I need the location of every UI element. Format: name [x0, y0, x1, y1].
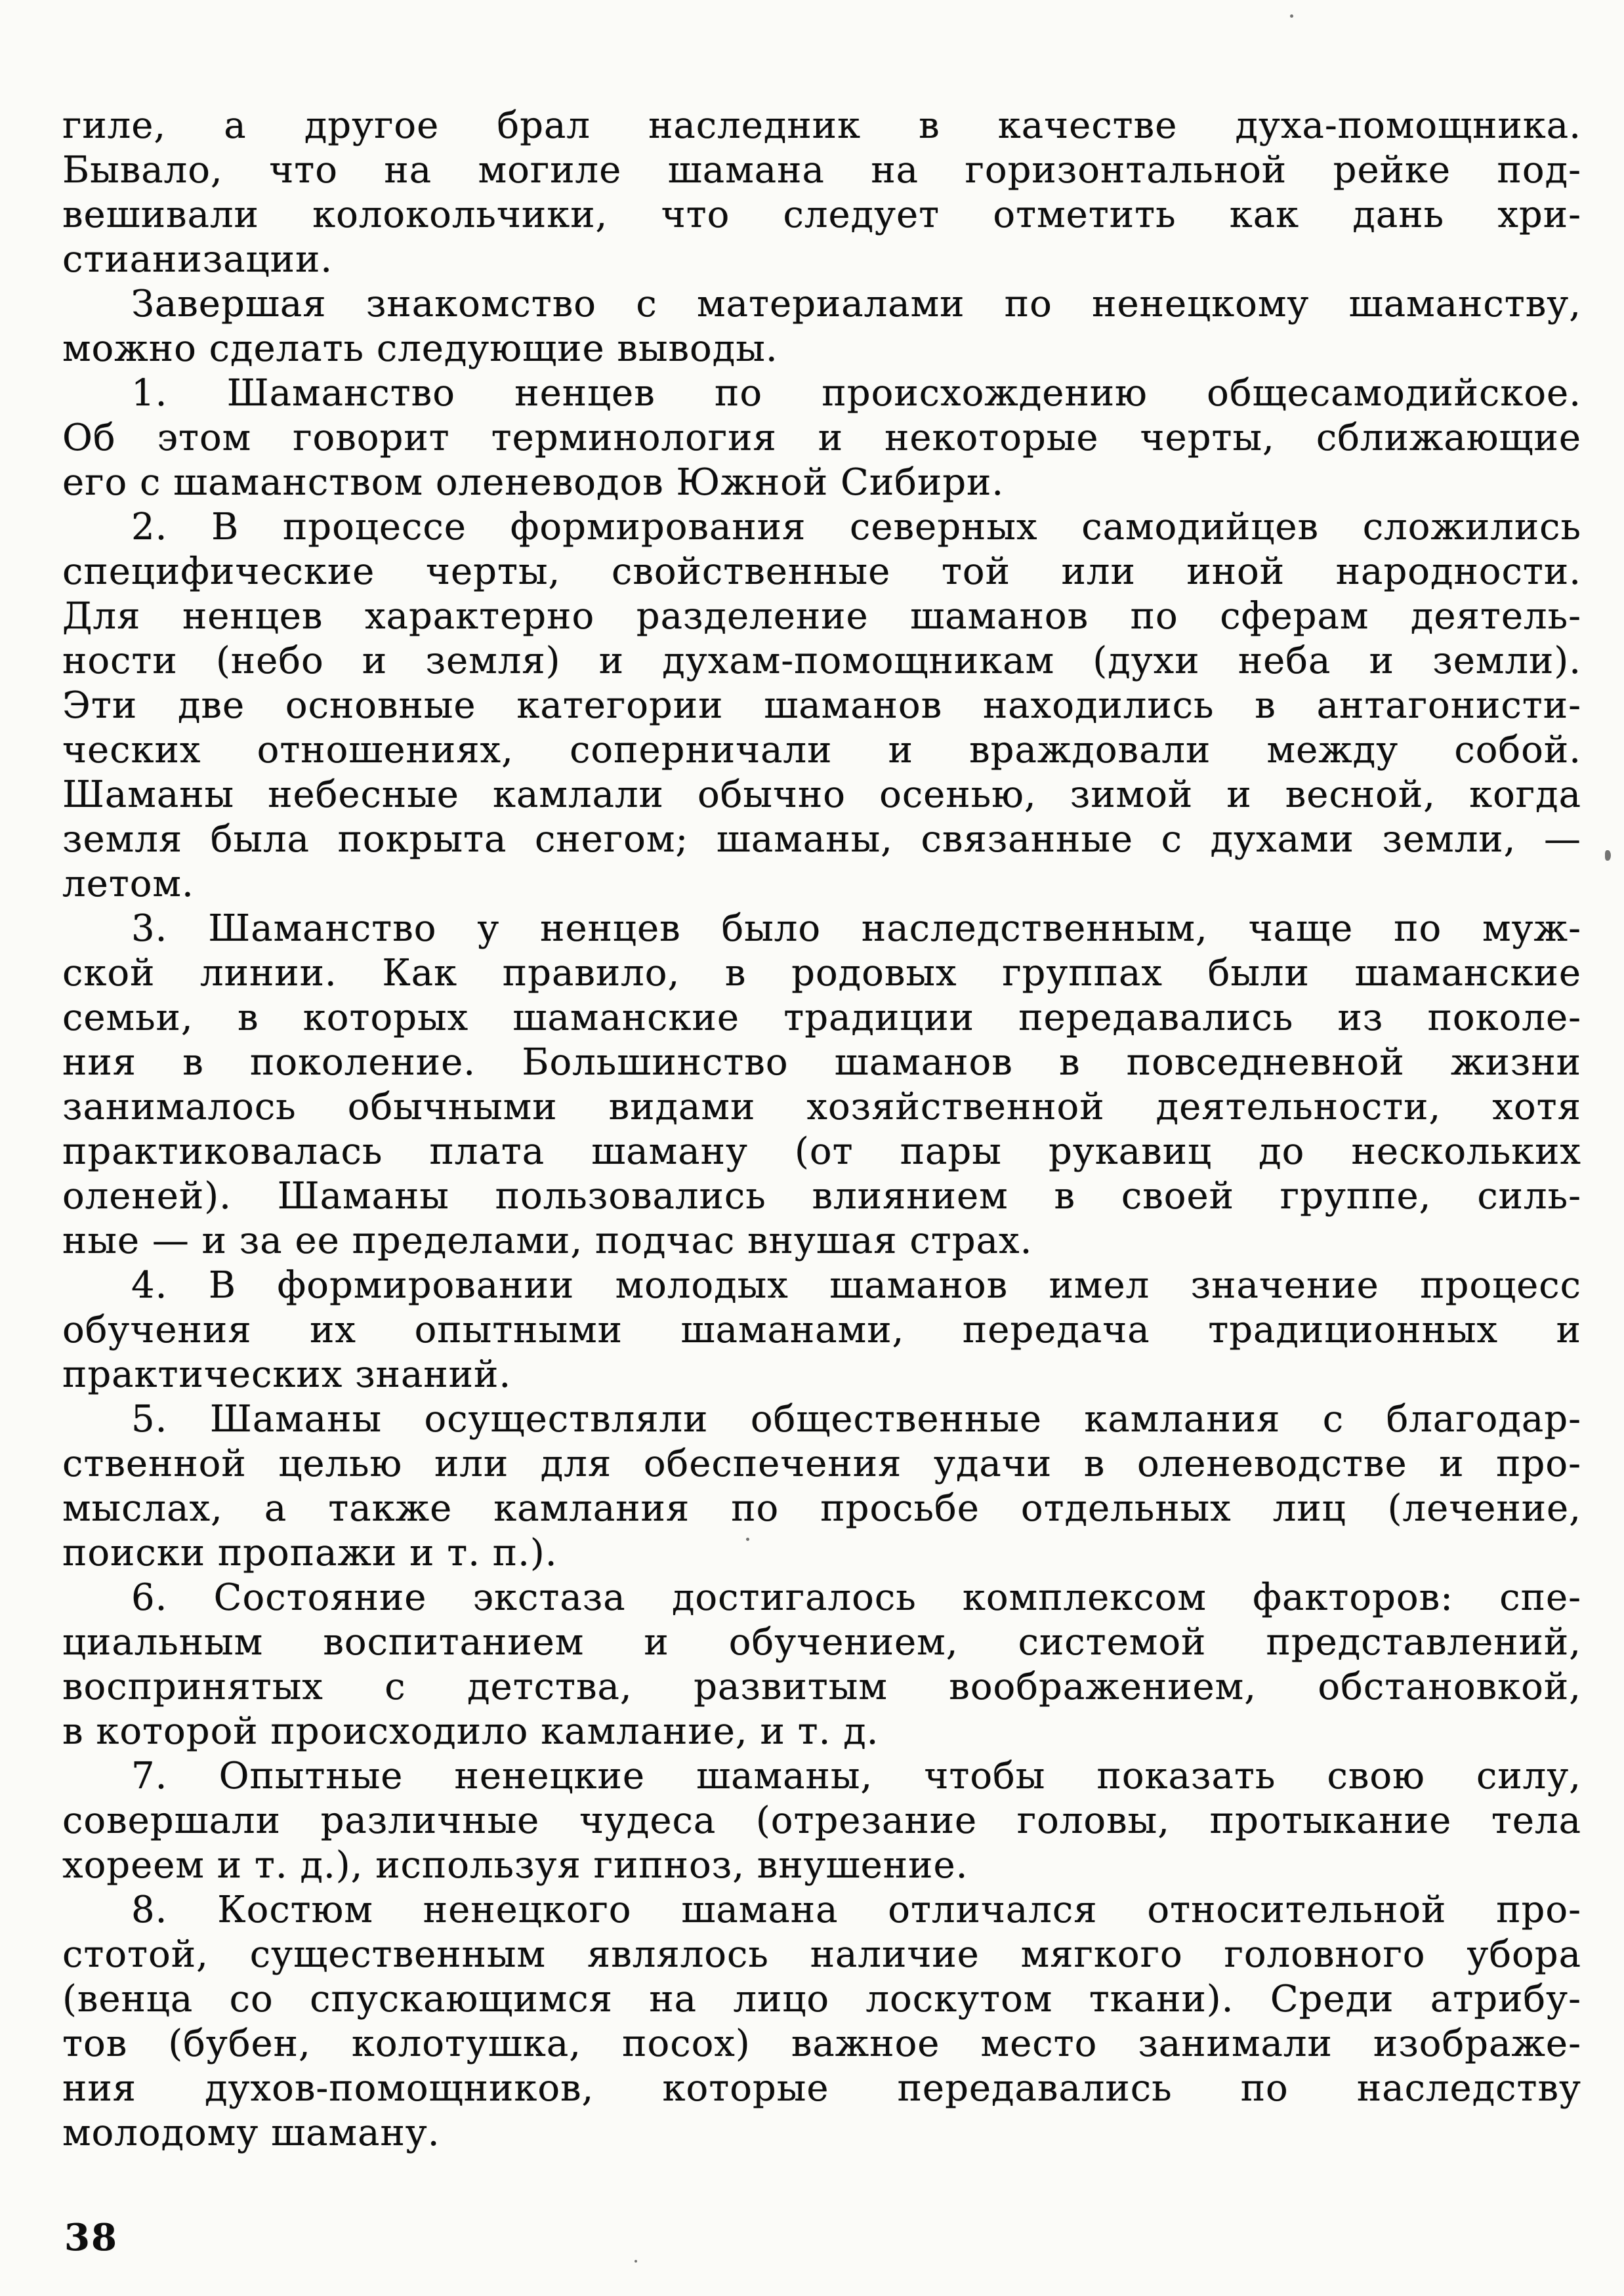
text-line: молодому шаману.: [62, 2112, 440, 2154]
text-line: 5. Шаманы осуществляли общественные камлания с благодар-: [131, 1398, 1581, 1441]
text-line: 7. Опытные ненецкие шаманы, чтобы показать свою силу,: [131, 1755, 1581, 1797]
text-line: ния в поколение. Большинство шаманов в повседневной жизни: [62, 1041, 1581, 1084]
paragraph: [62, 371, 1581, 505]
scan-speck: [746, 1538, 749, 1541]
text-line: семьи, в которых шаманские традиции передавались из поколе-: [62, 996, 1581, 1039]
scan-speck: [1605, 850, 1611, 861]
text-line: оленей). Шаманы пользовались влиянием в своей группе, силь-: [62, 1175, 1581, 1218]
text-line: Завершая знакомство с материалами по ненецкому шаманству,: [131, 283, 1581, 325]
paragraph: [62, 1263, 1581, 1397]
text-line: Об этом говорит терминология и некоторые черты, сближающие: [62, 417, 1581, 459]
text-line: ности (небо и земля) и духам-помощникам (духи неба и земли).: [62, 640, 1581, 682]
text-line: можно сделать следующие выводы.: [62, 327, 778, 370]
text-line: 3. Шаманство у ненцев было наследственным, чаще по муж-: [131, 907, 1581, 950]
text-line: обучения их опытными шаманами, передача традиционных и: [62, 1309, 1581, 1351]
text-line: мыслах, а также камлания по просьбе отдельных лиц (лечение,: [62, 1487, 1581, 1530]
paragraph: [62, 1888, 1581, 2156]
text-line: ческих отношениях, соперничали и враждовали между собой.: [62, 729, 1581, 771]
paragraph: [62, 505, 1581, 907]
paragraph: [62, 1576, 1581, 1754]
paragraph: [62, 907, 1581, 1263]
text-line: летом.: [62, 863, 194, 905]
text-line: 4. В формировании молодых шаманов имел значение процесс: [131, 1264, 1581, 1307]
text-line: ской линии. Как правило, в родовых группах были шаманские: [62, 952, 1581, 994]
paragraph: [62, 1397, 1581, 1576]
text-line: поиски пропажи и т. п.).: [62, 1532, 558, 1574]
text-line: Бывало, что на могиле шамана на горизонтальной рейке под-: [62, 149, 1581, 192]
text-line: вешивали колокольчики, что следует отметить как дань хри-: [62, 194, 1581, 236]
page-number: 38: [64, 2216, 118, 2259]
text-line: специфические черты, свойственные той или иной народности.: [62, 550, 1581, 593]
text-line: ственной целью или для обеспечения удачи в оленеводстве и про-: [62, 1443, 1581, 1485]
text-line: совершали различные чудеса (отрезание головы, протыкание тела: [62, 1799, 1581, 1842]
text-line: ные — и за ее пределами, подчас внушая страх.: [62, 1220, 1033, 1262]
text-line: 8. Костюм ненецкого шамана отличался относительной про-: [131, 1889, 1581, 1931]
text-line: хореем и т. д.), используя гипноз, внушение.: [62, 1844, 968, 1887]
text-line: воспринятых с детства, развитым воображением, обстановкой,: [62, 1666, 1581, 1708]
text-line: тов (бубен, колотушка, посох) важное место занимали изображе-: [62, 2022, 1581, 2065]
scan-speck: [1290, 14, 1293, 18]
text-line: 6. Состояние экстаза достигалось комплексом факторов: спе-: [131, 1576, 1581, 1619]
text-line: практиковалась плата шаману (от пары рукавиц до нескольких: [62, 1130, 1581, 1173]
paragraph: [62, 1754, 1581, 1888]
scan-speck: [635, 2260, 637, 2263]
text-line: стотой, существенным являлось наличие мягкого головного убора: [62, 1933, 1581, 1976]
text-line: ния духов-помощников, которые передавались по наследству: [62, 2067, 1581, 2110]
paragraph: [62, 104, 1581, 282]
text-line: гиле, а другое брал наследник в качестве духа-помощника.: [62, 104, 1581, 147]
text-line: земля была покрыта снегом; шаманы, связанные с духами земли, —: [62, 818, 1581, 861]
text-line: (венца со спускающимся на лицо лоскутом ткани). Среди атрибу-: [62, 1978, 1581, 2020]
text-line: 1. Шаманство ненцев по происхождению общесамодийское.: [131, 372, 1581, 415]
paragraph: [62, 282, 1581, 371]
text-line: в которой происходило камлание, и т. д.: [62, 1710, 879, 1753]
text-line: 2. В процессе формирования северных самодийцев сложились: [131, 506, 1581, 548]
text-line: Эти две основные категории шаманов находились в антагонисти-: [62, 684, 1581, 727]
text-line: Для ненцев характерно разделение шаманов по сферам деятель-: [62, 595, 1581, 638]
text-line: его с шаманством оленеводов Южной Сибири.: [62, 461, 1005, 504]
text-block: [62, 104, 1581, 2156]
text-line: занималось обычными видами хозяйственной деятельности, хотя: [62, 1086, 1581, 1128]
text-line: Шаманы небесные камлали обычно осенью, зимой и весной, когда: [62, 773, 1581, 816]
text-line: практических знаний.: [62, 1353, 512, 1396]
text-line: стианизации.: [62, 238, 333, 281]
text-line: циальным воспитанием и обучением, системой представлений,: [62, 1621, 1581, 1664]
